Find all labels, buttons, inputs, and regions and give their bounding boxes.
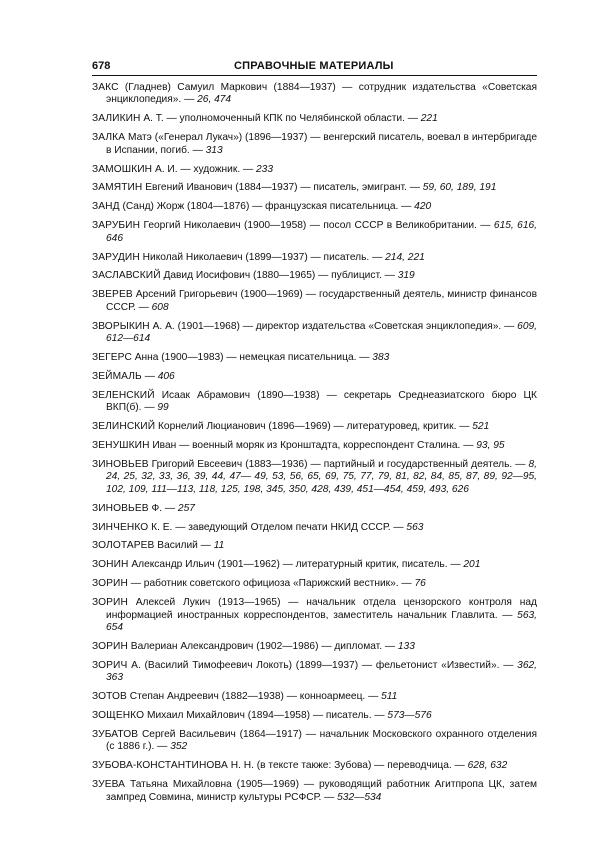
entry-page-refs: 59, 60, 189, 191 bbox=[422, 182, 497, 194]
entry-name: ЗВЕРЕВ bbox=[92, 289, 133, 301]
index-entry bbox=[92, 440, 537, 452]
entry-name: ЗОЛОТАРЕВ bbox=[92, 540, 155, 552]
entry-description: Степан Андреевич (1882—1938) — конноармеец. — bbox=[126, 691, 382, 703]
entry-name: ЗЕЛЕНСКИЙ bbox=[92, 389, 155, 401]
entry-page-refs: 521 bbox=[472, 421, 490, 433]
index-entry bbox=[92, 220, 537, 245]
entry-name: ЗИНОВЬЕВ bbox=[92, 502, 149, 514]
entry-description: (Гладнев) Самуил Маркович (1884—1937) — сотрудник издательства «Советская энциклопедия». — bbox=[106, 82, 537, 106]
index-entry bbox=[92, 691, 537, 703]
entry-name: ЗЕГЕРС bbox=[92, 352, 132, 363]
entry-name: ЗАРУДИН bbox=[92, 251, 140, 263]
entry-page-refs: 563, 654 bbox=[106, 609, 537, 633]
entry-page-refs: 233 bbox=[256, 163, 274, 175]
entry-description: Василий — bbox=[154, 540, 214, 552]
entry-description: Георгий Николаевич (1900—1958) — посол СССР в Великобритании. — bbox=[140, 220, 494, 232]
entry-page-refs: 201 bbox=[463, 559, 481, 571]
index-entry bbox=[92, 559, 537, 571]
entry-description: А. И. — художник. — bbox=[152, 163, 257, 175]
index-entry bbox=[92, 503, 537, 515]
entry-name: ЗЕЙМАЛЬ bbox=[92, 370, 142, 382]
entry-description: Евгений Иванович (1884—1937) — писатель, эмигрант. — bbox=[142, 182, 423, 194]
entry-page-refs: 221 bbox=[420, 113, 438, 125]
entry-description: Ф. — bbox=[148, 502, 178, 514]
entry-description: К. Е. — заведующий Отделом печати НКИД СССР. — bbox=[148, 521, 407, 533]
entry-page-refs: 511 bbox=[381, 691, 398, 703]
index-entry bbox=[92, 578, 537, 590]
entry-page-refs: 214, 221 bbox=[385, 251, 425, 263]
entry-name: ЗАЛКА bbox=[92, 132, 126, 144]
entry-page-refs: 313 bbox=[205, 144, 223, 156]
index-entry bbox=[92, 132, 537, 157]
page-number: 678 bbox=[92, 60, 111, 72]
entry-description: Валериан Александрович (1902—1986) — дипломат. — bbox=[127, 640, 398, 652]
entry-description: Алексей Лукич (1913—1965) — начальник отдела цензорского контроля над информацией иностранных корреспондентов, заместитель начальник Главлита. — bbox=[106, 597, 537, 621]
index-entry bbox=[92, 540, 537, 552]
entry-name: ЗОРИН bbox=[92, 640, 128, 652]
entry-description: А. (Василий Тимофеевич Локоть) (1899—1937) — фельетонист «Известий». — bbox=[127, 659, 518, 671]
entry-page-refs: 420 bbox=[414, 201, 432, 213]
entry-page-refs: 383 bbox=[372, 352, 390, 363]
entry-page-refs: 11 bbox=[213, 540, 225, 552]
entry-description: Давид Иосифович (1880—1965) — публицист. — bbox=[160, 270, 398, 282]
entry-page-refs: 99 bbox=[157, 402, 169, 414]
entry-description: А. А. (1901—1968) — директор издательства «Советская энциклопедия». — bbox=[149, 320, 518, 332]
entry-page-refs: 8, 24, 25, 32, 33, 36, 39, 44, 47— 49, 53, 56, 65, 69, 75, 77, 79, 81, 82, 84, 85, 87, 89, 92—95, 102, 109, 111—113, 118, 125, 198, 345, 350, 428, 439, 451—454, 459, 493, 626 bbox=[106, 458, 537, 495]
entry-page-refs: 615, 616, 646 bbox=[106, 220, 537, 244]
entry-name: ЗОРИН bbox=[92, 578, 128, 590]
entry-page-refs: 93, 95 bbox=[476, 440, 505, 452]
entry-name: ЗИНЧЕНКО bbox=[92, 521, 149, 533]
entry-page-refs: 352 bbox=[170, 741, 188, 753]
entry-name: ЗАКС bbox=[92, 82, 119, 93]
index-entry bbox=[92, 113, 537, 125]
entry-name: ЗУБАТОВ bbox=[92, 728, 139, 740]
index-entry bbox=[92, 321, 537, 346]
entry-description: Николай Николаевич (1899—1937) — писатель. — bbox=[139, 251, 386, 263]
entry-description: А. Т. — уполномоченный КПК по Челябинской области. — bbox=[140, 113, 421, 125]
index-entry bbox=[92, 459, 537, 496]
index-entry bbox=[92, 201, 537, 213]
index-entry bbox=[92, 421, 537, 433]
entry-name: ЗЕНУШКИН bbox=[92, 440, 150, 452]
index-entry bbox=[92, 641, 537, 653]
entry-name: ЗАМЯТИН bbox=[92, 182, 143, 194]
index-entry bbox=[92, 597, 537, 634]
index-entry bbox=[92, 182, 537, 194]
entry-description: — bbox=[141, 370, 158, 382]
entry-name: ЗАРУБИН bbox=[92, 220, 141, 232]
entry-description: Григорий Евсеевич (1883—1936) — партийный и государственный деятель. — bbox=[148, 458, 529, 470]
entry-page-refs: 609, 612—614 bbox=[106, 320, 537, 345]
index-entries bbox=[92, 82, 537, 804]
entry-description: Иван — военный моряк из Кронштадта, корреспондент Сталина. — bbox=[149, 440, 477, 452]
entry-name: ЗЕЛИНСКИЙ bbox=[92, 421, 156, 433]
entry-description: Арсений Григорьевич (1900—1969) — государственный деятель, министр финансов СССР. — bbox=[106, 289, 537, 313]
index-entry bbox=[92, 371, 537, 383]
index-entry bbox=[92, 270, 537, 282]
entry-page-refs: 608 bbox=[151, 301, 169, 313]
index-entry bbox=[92, 729, 537, 754]
entry-name: ЗУЕВА bbox=[92, 779, 126, 791]
entry-page-refs: 628, 632 bbox=[467, 760, 508, 772]
entry-name: ЗОРИЧ bbox=[92, 659, 128, 671]
section-title: СПРАВОЧНЫЕ МАТЕРИАЛЫ bbox=[234, 60, 394, 72]
entry-name: ЗАЛИКИН bbox=[92, 113, 141, 125]
entry-description: — работник советского официоза «Парижский вестник». — bbox=[127, 578, 415, 590]
entry-name: ЗУБОВА-КОНСТАНТИНОВА bbox=[92, 760, 228, 772]
entry-page-refs: 532—534 bbox=[337, 791, 382, 803]
entry-name: ЗОРИН bbox=[92, 597, 128, 609]
index-entry bbox=[92, 164, 537, 176]
index-entry bbox=[92, 82, 537, 107]
index-entry bbox=[92, 352, 537, 364]
entry-name: ЗИНОВЬЕВ bbox=[92, 458, 149, 470]
entry-page-refs: 563 bbox=[406, 521, 424, 533]
entry-page-refs: 76 bbox=[414, 578, 426, 590]
index-entry bbox=[92, 660, 537, 685]
entry-page-refs: 133 bbox=[397, 640, 415, 652]
entry-page-refs: 573—576 bbox=[387, 710, 432, 722]
entry-description: Сергей Васильевич (1864—1917) — начальник Московского охранного отделения (с 1886 г.). — bbox=[106, 728, 537, 753]
entry-name: ЗАСЛАВСКИЙ bbox=[92, 270, 161, 282]
index-entry bbox=[92, 289, 537, 314]
index-entry bbox=[92, 760, 537, 772]
entry-description: Матэ («Генерал Лукач») (1896—1937) — венгерский писатель, воевал в интербригаде в Испании, погиб. — bbox=[106, 132, 537, 156]
index-entry bbox=[92, 522, 537, 534]
entry-description: Н. Н. (в тексте также: Зубова) — переводчица. — bbox=[227, 760, 468, 772]
entry-page-refs: 26, 474 bbox=[197, 94, 232, 106]
index-page bbox=[92, 60, 537, 810]
entry-page-refs: 406 bbox=[157, 370, 175, 382]
entry-description: Александр Ильич (1901—1962) — литературный критик, писатель. — bbox=[128, 559, 464, 571]
entry-description: (Санд) Жорж (1804—1876) — французская писательница. — bbox=[119, 201, 415, 213]
index-entry bbox=[92, 390, 537, 415]
entry-description: Исаак Абрамович (1890—1938) — секретарь Среднеазиатского бюро ЦК ВКП(б). — bbox=[106, 389, 537, 414]
entry-name: ЗАНД bbox=[92, 201, 120, 213]
entry-description: Анна (1900—1983) — немецкая писательница. — bbox=[131, 352, 373, 363]
entry-description: Татьяна Михайловна (1905—1969) — руководящий работник Агитпропа ЦК, затем зампред Совмина, министр культуры РСФСР. — bbox=[106, 779, 537, 803]
running-header bbox=[92, 60, 537, 76]
entry-name: ЗВОРЫКИН bbox=[92, 320, 150, 332]
index-entry bbox=[92, 710, 537, 722]
entry-name: ЗОЩЕНКО bbox=[92, 710, 145, 722]
entry-name: ЗОНИН bbox=[92, 559, 129, 571]
entry-name: ЗАМОШКИН bbox=[92, 163, 153, 175]
entry-name: ЗОТОВ bbox=[92, 691, 127, 703]
entry-page-refs: 319 bbox=[397, 270, 415, 282]
entry-page-refs: 362, 363 bbox=[106, 659, 537, 684]
index-entry bbox=[92, 779, 537, 804]
entry-description: Михаил Михайлович (1894—1958) — писатель. — bbox=[144, 710, 388, 722]
entry-page-refs: 257 bbox=[177, 502, 195, 514]
entry-description: Корнелий Люцианович (1896—1969) — литературовед, критик. — bbox=[155, 421, 473, 433]
index-entry bbox=[92, 252, 537, 264]
